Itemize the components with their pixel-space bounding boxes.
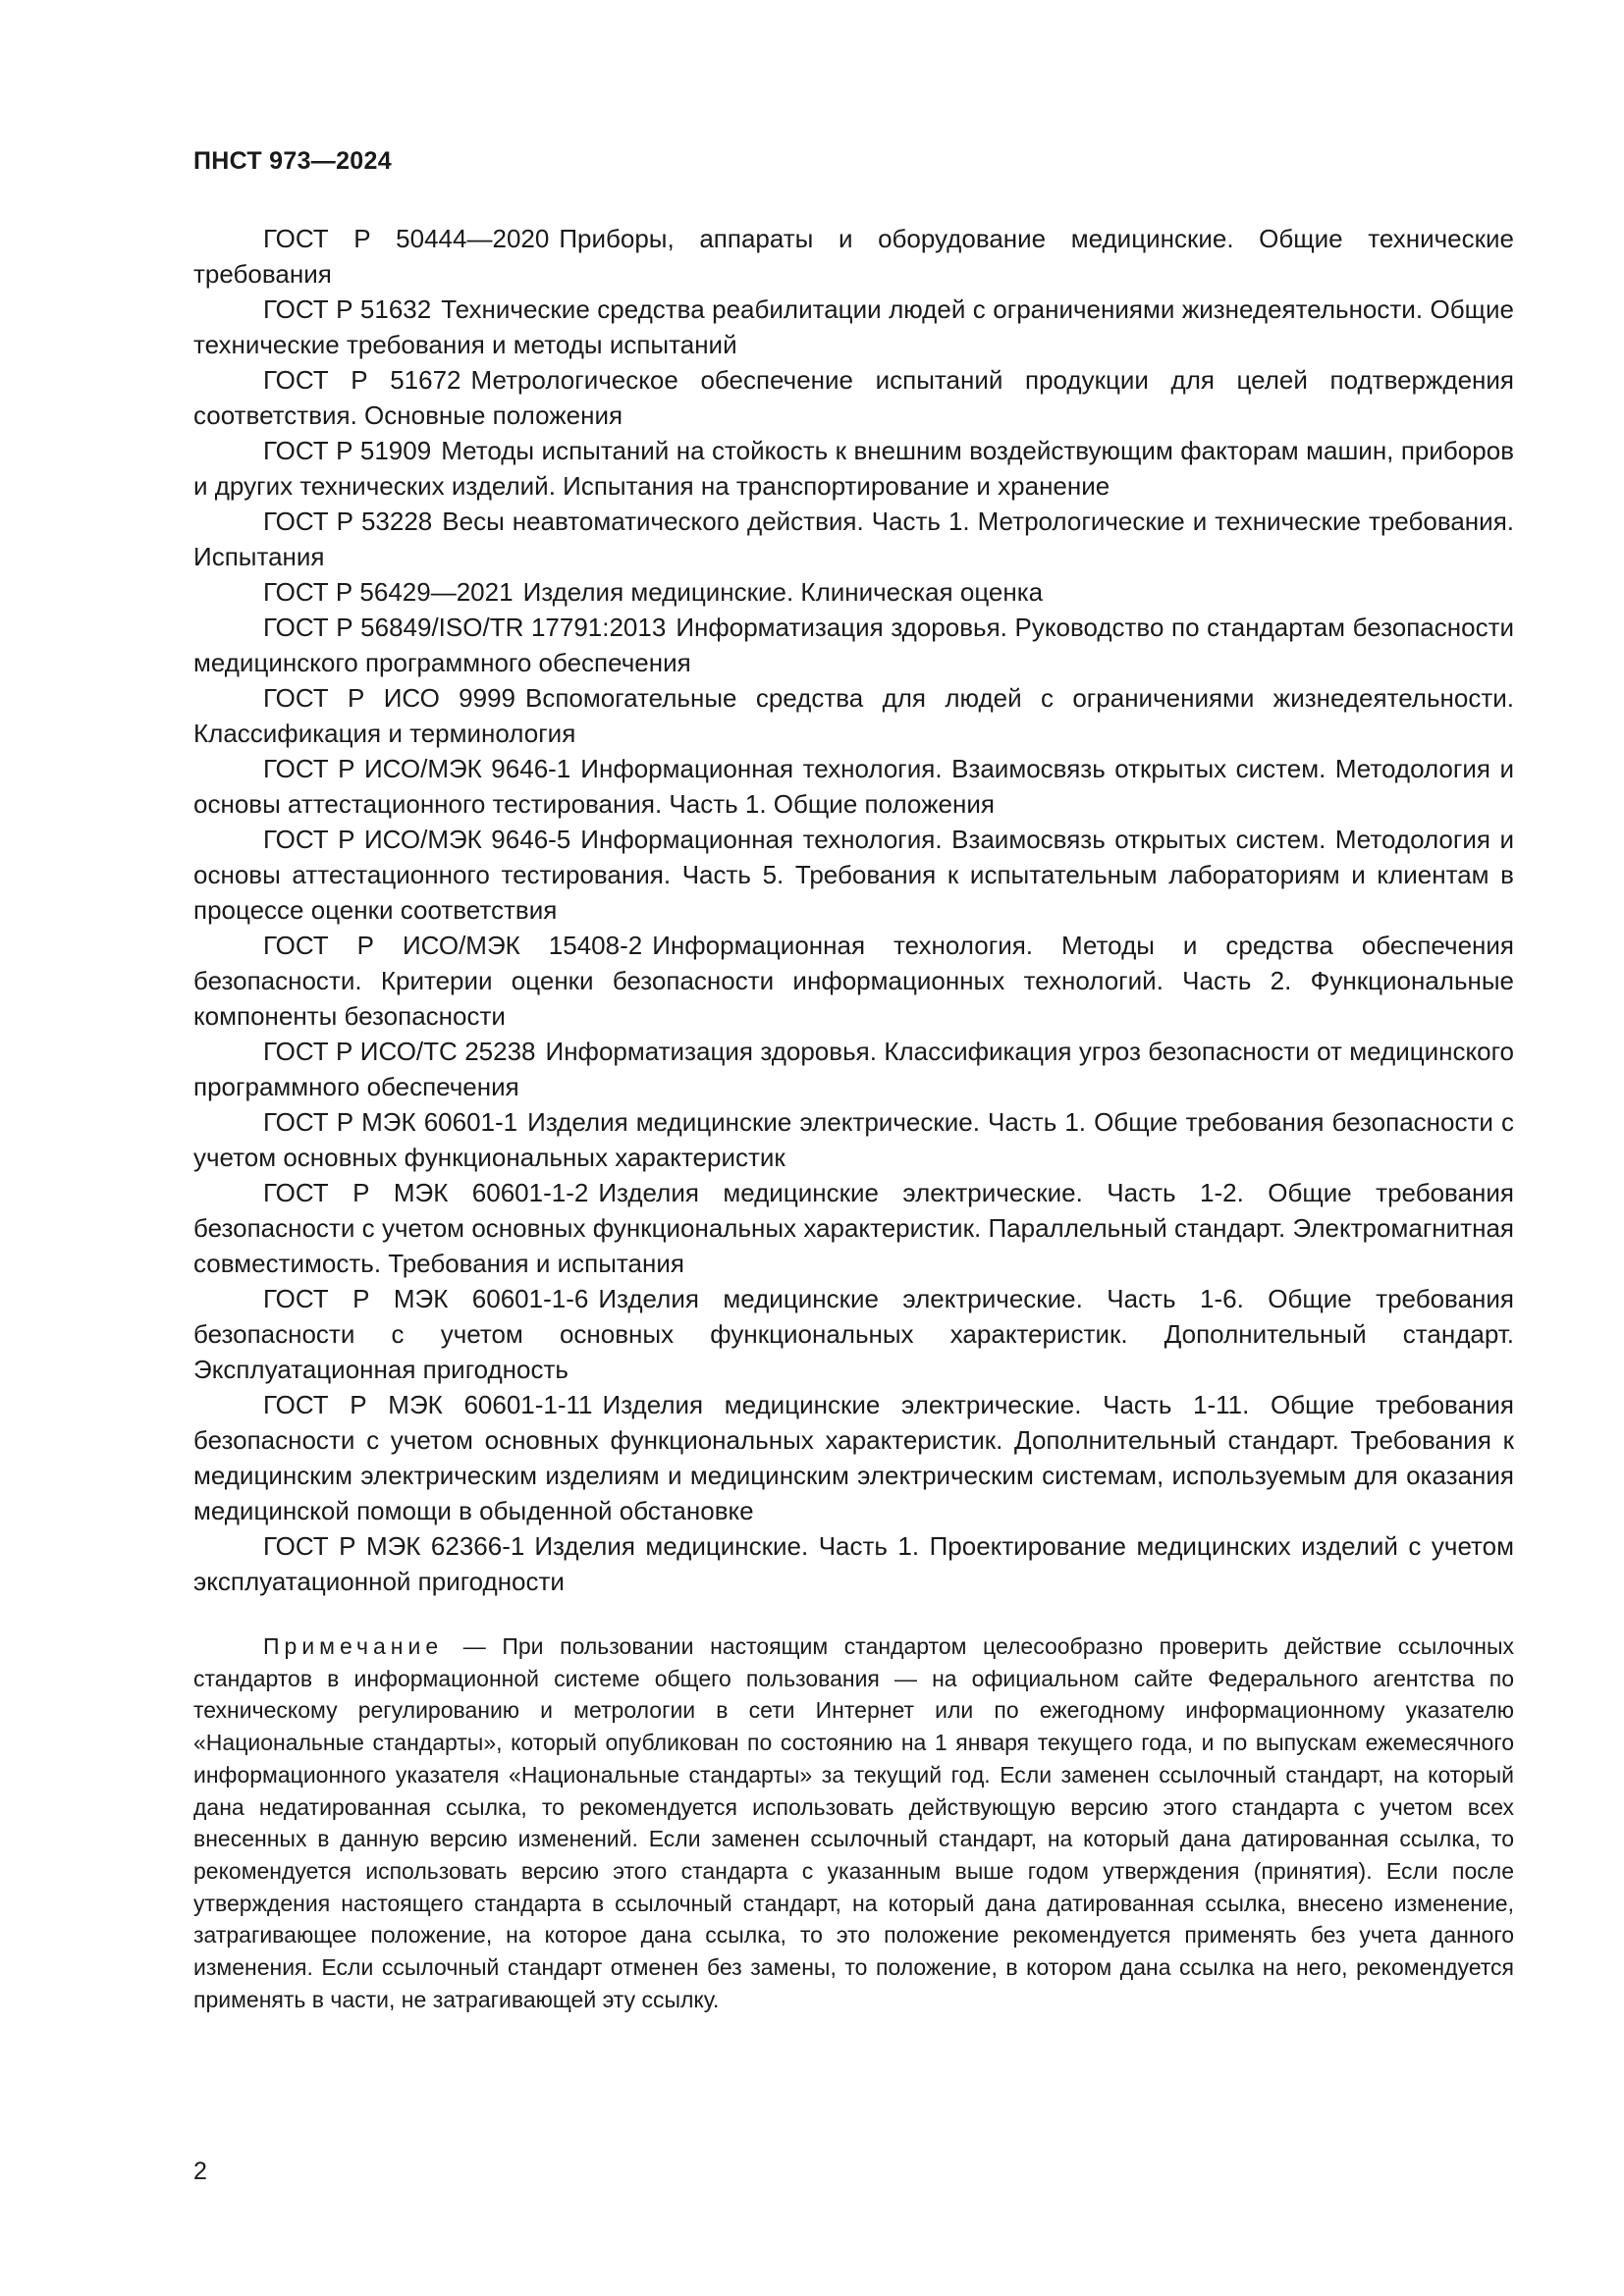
note-paragraph: [193, 1630, 1514, 2015]
reference-item: [193, 1281, 1514, 1387]
reference-code: ГОСТ Р ИСО/МЭК 9646-1: [263, 754, 571, 783]
reference-title: Изделия медицинские электрические. Часть 1-2. Общие требования безопасности с учетом основных функциональных характеристик. Параллельный стандарт. Электромагнитная совместимость. Требования и испытания: [193, 1178, 1514, 1278]
reference-item: [193, 221, 1514, 292]
reference-item: [193, 680, 1514, 751]
reference-item: [193, 504, 1514, 574]
reference-code: ГОСТ Р 51672: [263, 365, 461, 395]
reference-item: [193, 1528, 1514, 1599]
reference-item: [193, 1104, 1514, 1175]
normative-references-list: [193, 221, 1514, 1599]
reference-code: ГОСТ Р МЭК 60601-1-6: [263, 1284, 589, 1313]
document-id: ПНСТ 973—2024: [193, 147, 392, 175]
reference-title: Приборы, аппараты и оборудование медицинские. Общие технические требования: [193, 224, 1514, 289]
reference-code: ГОСТ Р 51632: [263, 294, 432, 324]
reference-title: Вспомогательные средства для людей с ограничениями жизнедеятельности. Классификация и терминология: [193, 683, 1515, 748]
reference-title: Информационная технология. Взаимосвязь открытых систем. Методология и основы аттестационного тестирования. Часть 1. Общие положения: [193, 754, 1514, 819]
reference-item: [193, 574, 1514, 610]
reference-title: Весы неавтоматического действия. Часть 1. Метрологические и технические требования. Испытания: [193, 507, 1514, 571]
reference-title: Информатизация здоровья. Руководство по стандартам безопасности медицинского программного обеспечения: [193, 613, 1514, 677]
reference-code: ГОСТ Р МЭК 60601-1: [263, 1107, 518, 1137]
reference-code: ГОСТ Р МЭК 60601-1-2: [263, 1178, 589, 1207]
reference-title: Технические средства реабилитации людей с ограничениями жизнедеятельности. Общие технические требования и методы испытаний: [193, 294, 1514, 359]
note-text: — При пользовании настоящим стандартом целесообразно проверить действие ссылочных стандартов в информационной системе общего пользования — на официальном сайте Федерального агентства по техническому регулированию и метрологии в сети Интернет или по ежегодному информационному указателю «Национальные стандарты», который опубликован по состоянию на 1 января текущего года, и по выпускам ежемесячного информационного указателя «Национальные стандарты» за текущий год. Если заменен ссылочный стандарт, на который дана недатированная ссылка, то рекомендуется использовать действующую версию этого стандарта с учетом всех внесенных в данную версию изменений. Если заменен ссылочный стандарт, на который дана датированная ссылка, то рекомендуется использовать версию этого стандарта с указанным выше годом утверждения (принятия). Если после утверждения настоящего стандарта в ссылочный стандарт, на который дана датированная ссылка, внесено изменение, затрагивающее положение, на которое дана ссылка, то это положение рекомендуется применять без учета данного изменения. Если ссылочный стандарт отменен без замены, то положение, в котором дана ссылка на него, рекомендуется применять в части, не затрагивающей эту ссылку.: [193, 1633, 1514, 2012]
reference-title: Изделия медицинские. Клиническая оценка: [522, 577, 1044, 607]
reference-item: [193, 928, 1514, 1034]
reference-item: [193, 751, 1514, 822]
reference-title: Метрологическое обеспечение испытаний продукции для целей подтверждения соответствия. Основные положения: [193, 365, 1514, 430]
reference-code: ГОСТ Р 56429—2021: [263, 577, 514, 607]
note-label: Примечание: [263, 1633, 444, 1659]
reference-code: ГОСТ Р ИСО/МЭК 9646-5: [263, 825, 571, 854]
reference-item: [193, 822, 1514, 928]
reference-title: Информационная технология. Методы и средства обеспечения безопасности. Критерии оценки безопасности информационных технологий. Часть 2. Функциональные компоненты безопасности: [193, 931, 1514, 1031]
reference-title: Информатизация здоровья. Классификация угроз безопасности от медицинского программного обеспечения: [193, 1037, 1515, 1101]
reference-item: [193, 292, 1514, 362]
reference-code: ГОСТ Р ИСО/ТС 25238: [263, 1037, 536, 1066]
reference-title: Изделия медицинские электрические. Часть 1-6. Общие требования безопасности с учетом основных функциональных характеристик. Дополнительный стандарт. Эксплуатационная пригодность: [193, 1284, 1514, 1384]
reference-code: ГОСТ Р ИСО/МЭК 15408-2: [263, 931, 643, 960]
reference-item: [193, 1175, 1514, 1281]
reference-code: ГОСТ Р 53228: [263, 507, 433, 536]
reference-item: [193, 1034, 1514, 1104]
reference-title: Изделия медицинские. Часть 1. Проектирование медицинских изделий с учетом эксплуатационной пригодности: [193, 1531, 1514, 1596]
reference-title: Методы испытаний на стойкость к внешним воздействующим факторам машин, приборов и других технических изделий. Испытания на транспортирование и хранение: [193, 436, 1515, 501]
reference-code: ГОСТ Р ИСО 9999: [263, 683, 516, 713]
reference-item: [193, 610, 1514, 680]
reference-code: ГОСТ Р 50444—2020: [263, 224, 550, 253]
reference-code: ГОСТ Р 56849/ISO/TR 17791:2013: [263, 613, 667, 642]
reference-title: Изделия медицинские электрические. Часть 1-11. Общие требования безопасности с учетом основных функциональных характеристик. Дополнительный стандарт. Требования к медицинским электрическим изделиям и медицинским электрическим системам, используемым для оказания медицинской помощи в обыденной обстановке: [193, 1390, 1514, 1525]
reference-item: [193, 433, 1514, 504]
page-number: 2: [193, 2158, 207, 2185]
reference-title: Информационная технология. Взаимосвязь открытых систем. Методология и основы аттестационного тестирования. Часть 5. Требования к испытательным лабораториям и клиентам в процессе оценки соответствия: [193, 825, 1514, 925]
reference-title: Изделия медицинские электрические. Часть 1. Общие требования безопасности с учетом основных функциональных характеристик: [193, 1107, 1514, 1172]
reference-item: [193, 362, 1514, 433]
reference-code: ГОСТ Р 51909: [263, 436, 432, 465]
reference-item: [193, 1387, 1514, 1528]
reference-code: ГОСТ Р МЭК 60601-1-11: [263, 1390, 593, 1419]
reference-code: ГОСТ Р МЭК 62366-1: [263, 1531, 525, 1561]
